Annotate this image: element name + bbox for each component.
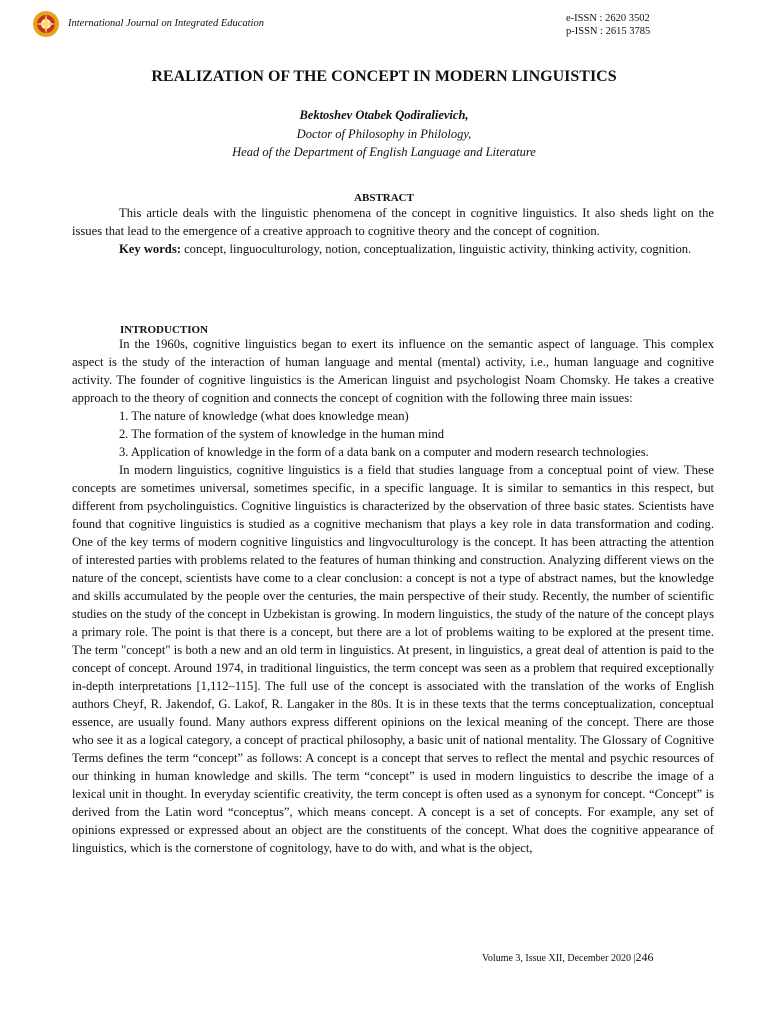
volume-info: Volume 3, Issue XII, December 2020 | xyxy=(482,953,636,964)
page-number: 246 xyxy=(635,950,654,964)
intro-paragraph-2: In modern linguistics, cognitive linguistics is a field that studies language from a conceptual point of view. These concepts are sometimes universal, sometimes specific, in a specific language. It is similar to semantics in this respect, but different from psycholinguistics. Cognitive linguistics is characterized by the observation of three basic states. Scientists have found that cognitive linguistics is studied as a cognitive mechanism that plays a key role in data transformation and coding. One of the key terms of modern cognitive linguistics and lingvoculturology is the concept. It has been attracting the attention of interested parties with problems related to the features of human thinking and construction. Analyzing different views on the nature of the concept, scientists have come to a clear conclusion: a concept is not a type of abstract names, but the knowledge and skills accumulated by the people over the centuries, the main perspective of their study. Recently, the number of scientific studies on the study of the concept in Uzbekistan is growing. In modern linguistics, the study of the nature of the concept plays a primary role. The point is that there is a concept, but there are a lot of problems waiting to be explored at the present time. The term "concept" is both a new and an old term in linguistics. At present, in linguistics, a great deal of attention is paid to the concept of concept. Around 1974, in traditional linguistics, the term concept was seen as a problem that required exceptionally in-depth interpretations [1,112–115]. The full use of the concept is associated with the translation of the works of English authors Cheyf, R. Jakendof, G. Lakof, R. Langaker in the 80s. It is in these texts that the terms conceptualization, conceptual essence, are usually found. Many authors express different opinions on the lexical meaning of the concept. There are those who see it as a logical category, a concept of practical philosophy, a basic unit of national mentality. The Glossary of Cognitive Terms defines the term “concept” as follows: A concept is a concept that serves to reflect the mental and psychic resources of our thinking in human knowledge and skills. The term “concept” is used in modern linguistics to describe the image of a lexical unit in thought. In everyday scientific creativity, the term concept is often used as a synonym for concept. “Concept” is derived from the Latin word “conceptus”, which means concept. A concept is a set of concepts. For example, any set of opinions expressed or expressed about an object are the constituents of the concept. What does the cognitive appearance of linguistics, which is the cornerstone of cognitology, have to do with, and what is the object, xyxy=(72,463,714,855)
author-degree: Doctor of Philosophy in Philology, xyxy=(296,127,472,141)
keywords-text: concept, linguoculturology, notion, conceptualization, linguistic activity, thinking activity, cognition. xyxy=(180,242,692,256)
abstract-heading: ABSTRACT xyxy=(354,192,414,204)
keywords xyxy=(72,240,714,258)
eissn: e-ISSN : 2620 3502 xyxy=(566,13,650,24)
author-name: Bektoshev Otabek Qodiralievich, xyxy=(299,108,469,122)
journal-logo-icon xyxy=(32,10,60,38)
list-item: 1. The nature of knowledge (what does knowledge mean) xyxy=(119,409,409,423)
author-position: Head of the Department of English Language and Literature xyxy=(232,145,536,159)
intro-paragraph-1: In the 1960s, cognitive linguistics began to exert its influence on the semantic aspect of language. This complex aspect is the study of the interaction of human language and mental (mental) activity, i.e., human language and cognitive activity. The founder of cognitive linguistics is the American linguist and psychologist Noam Chomsky. He takes a creative approach to the theory of cognition and connects the concept of cognition with the following three main issues: xyxy=(72,337,714,405)
pissn: p-ISSN : 2615 3785 xyxy=(566,26,651,37)
abstract-section xyxy=(72,204,714,258)
issn-block xyxy=(566,12,650,38)
article-title: REALIZATION OF THE CONCEPT IN MODERN LINGUISTICS xyxy=(151,68,617,85)
introduction-section xyxy=(72,335,714,857)
list-item: 2. The formation of the system of knowledge in the human mind xyxy=(119,427,445,441)
introduction-heading: INTRODUCTION xyxy=(120,324,209,336)
journal-name: International Journal on Integrated Education xyxy=(68,18,264,29)
abstract-text: This article deals with the linguistic phenomena of the concept in cognitive linguistics. It also sheds light on the issues that lead to the emergence of a creative approach to cognitive theory and the concept of cognition. xyxy=(72,206,714,238)
list-item: 3. Application of knowledge in the form of a data bank on a computer and modern research technologies. xyxy=(119,445,649,459)
keywords-label: Key words: xyxy=(119,242,181,256)
page-footer xyxy=(482,950,653,965)
